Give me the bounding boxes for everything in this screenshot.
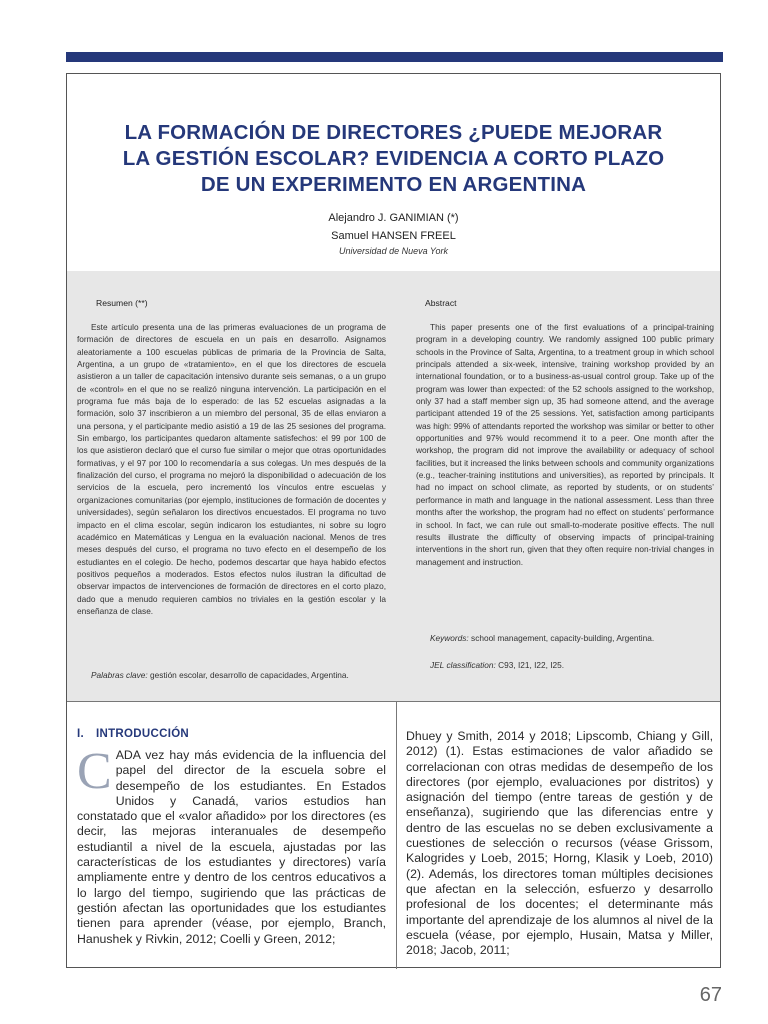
author-2: Samuel HANSEN FREEL [331, 230, 456, 242]
author-1: Alejandro J. GANIMIAN (*) [328, 212, 459, 224]
authors [67, 209, 720, 245]
abstract-keywords [416, 632, 714, 644]
resumen-heading: Resumen (**) [96, 298, 148, 308]
abstract-text: This paper presents one of the first evaluations of a principal-training program in a developing country. We randomly assigned 100 public primary schools in the Province of Salta, Argentina, to a treatment group in which school principals attended a six-week, intensive, training workshop provided by an international foundation, or to a business-as-usual control group. Take up of the program was lower than expected: of the 52 schools assigned to the workshop, only 37 had a staff member sign up, 35 had someone attend, and the average participant attended 19 of the 25 sessions. Yet, satisfaction among participants was high: 99% of attendants reported the workshop was similar or better to other opportunities and 97% would recommend it to a peer. One month after the workshop, the program did not improve the availability or adequacy of school facilities, but it increased the links between schools and community organizations (e.g., teacher-training institutions and universities), as reported by principals. It had no impact on school climate, as reported by students, or on students’ performance in math and language in the national assessment. Less than three months after the workshop, the program had no effect on students’ performance in school. In fact, we can rule out small-to-moderate positive effects. The null results illustrate the difficulty of observing impacts of principal-training interventions in the short run, given that they often require non-trivial changes in management and instruction. [416, 322, 714, 567]
abstract-keywords-value: school management, capacity-building, Argentina. [471, 633, 655, 643]
article-title [87, 120, 700, 198]
title-line-2: LA GESTIÓN ESCOLAR? EVIDENCIA A CORTO PLAZO [122, 147, 665, 170]
jel-label: JEL classification: [430, 660, 496, 670]
resumen-body [77, 321, 386, 617]
intro-right-column [406, 729, 713, 958]
jel-value: C93, I21, I22, I25. [498, 660, 565, 670]
column-divider [396, 702, 397, 969]
top-accent-bar [66, 52, 723, 62]
title-line-1: LA FORMACIÓN DE DIRECTORES ¿PUEDE MEJORAR [124, 121, 663, 144]
article-frame [66, 73, 721, 968]
intro-left-column [77, 743, 386, 947]
title-line-3: DE UN EXPERIMENTO EN ARGENTINA [200, 173, 587, 196]
jel-classification [416, 659, 714, 671]
abstract-body [416, 321, 714, 568]
resumen-keywords-value: gestión escolar, desarrollo de capacidades, Argentina. [150, 670, 349, 680]
drop-cap: C [77, 743, 112, 800]
intro-right-text: Dhuey y Smith, 2014 y 2018; Lipscomb, Chiang y Gill, 2012) (1). Estas estimaciones de valor añadido se correlacionan con otras medidas de desempeño de los directores (por ejemplo, evaluaciones por distritos) y asignación del tiempo (entre tareas de gestión y de enseñanza), sugiriendo que las diferencias entre y dentro de las escuelas no se deben exclusivamente a cuestiones de selección o recursos (véase Grissom, Kalogrides y Loeb, 2015; Horng, Klasik y Loeb, 2010) (2). Además, los directores toman múltiples decisiones que afectan en la selección, esfuerzo y desarrollo profesional de los docentes; el determinante más importante del aprendizaje de los alumnos al nivel de la escuela (véase, por ejemplo, Husain, Matsa y Miller, 2018; Jacob, 2011; [406, 729, 713, 958]
affiliation: Universidad de Nueva York [339, 246, 448, 256]
section-number: I. [77, 728, 84, 740]
resumen-text: Este artículo presenta una de las primeras evaluaciones de un programa de formación de directores de escuela en un país en desarrollo. Asignamos aleatoriamente a 100 escuelas públicas de primaria de la Provincia de Salta, Argentina, a un grupo de «tratamiento», en el que los directores de escuela asistieron a un taller de capacitación intensivo durante seis semanas, o a un grupo de «control» en el que no se realizó ninguna intervención. La participación en el programa fue más baja de lo esperado: de las 52 escuelas asignadas a la formación, solo 37 inscribieron a un miembro del personal, 35 de ellas enviaron a una persona, y el participante medio asistió a 19 de las 25 sesiones del programa. Sin embargo, los participantes quedaron altamente satisfechos: el 99 por 100 de los que asistieron declaró que el curso fue similar o mejor que otras oportunidades formativas, y el 97 por 100 lo recomendaría a sus colegas. Un mes después de la finalización del curso, el programa no mejoró la disponibilidad o adecuación de los servicios de la escuela, pero incrementó los vínculos entre escuelas y organizaciones comunitarias (por ejemplo, instituciones de formación de docentes y universidades), según señalaron los directivos encuestados. El programa no tuvo impacto en el clima escolar, según indicaron los estudiantes, ni sobre su logro académico en Matemáticas y Lengua en la evaluación nacional. Menos de tres meses después del curso, el programa no tuvo efecto en el desempeño de los estudiantes en el colegio. De hecho, podemos descartar que haya habido efectos positivos pequeños a moderados. Estos efectos nulos ilustran la dificultad de observar impactos de intervenciones de formación de directores en el corto plazo, dado que a menudo requieren cambios no triviales en la gestión escolar y la enseñanza de clase. [77, 322, 386, 616]
page-number: 67 [699, 984, 722, 1006]
intro-left-text: ADA vez hay más evidencia de la influencia del papel del director de la escuela sobre el desempeño de los estudiantes. En Estados Unidos y Canadá, varios estudios han constatado que el «valor añadido» por los directores (es decir, las mejoras interanuales de desempeño estudiantil a nivel de la escuela, ajustadas por las características de los estudiantes y directores) varía ampliamente entre y dentro de los centros educativos a lo largo del tiempo, sugiriendo que las prácticas de gestión afectan las oportunidades que los estudiantes tienen para aprender (véase, por ejemplo, Branch, Hanushek y Rivkin, 2012; Coelli y Green, 2012; [77, 748, 386, 946]
resumen-keywords [77, 669, 386, 681]
abstracts-panel [67, 271, 720, 702]
abstract-keywords-label: Keywords: [430, 633, 469, 643]
abstract-heading: Abstract [425, 298, 457, 308]
resumen-keywords-label: Palabras clave: [91, 670, 148, 680]
article-header [67, 74, 720, 272]
section-title: INTRODUCCIÓN [96, 728, 190, 740]
section-heading [77, 728, 189, 740]
